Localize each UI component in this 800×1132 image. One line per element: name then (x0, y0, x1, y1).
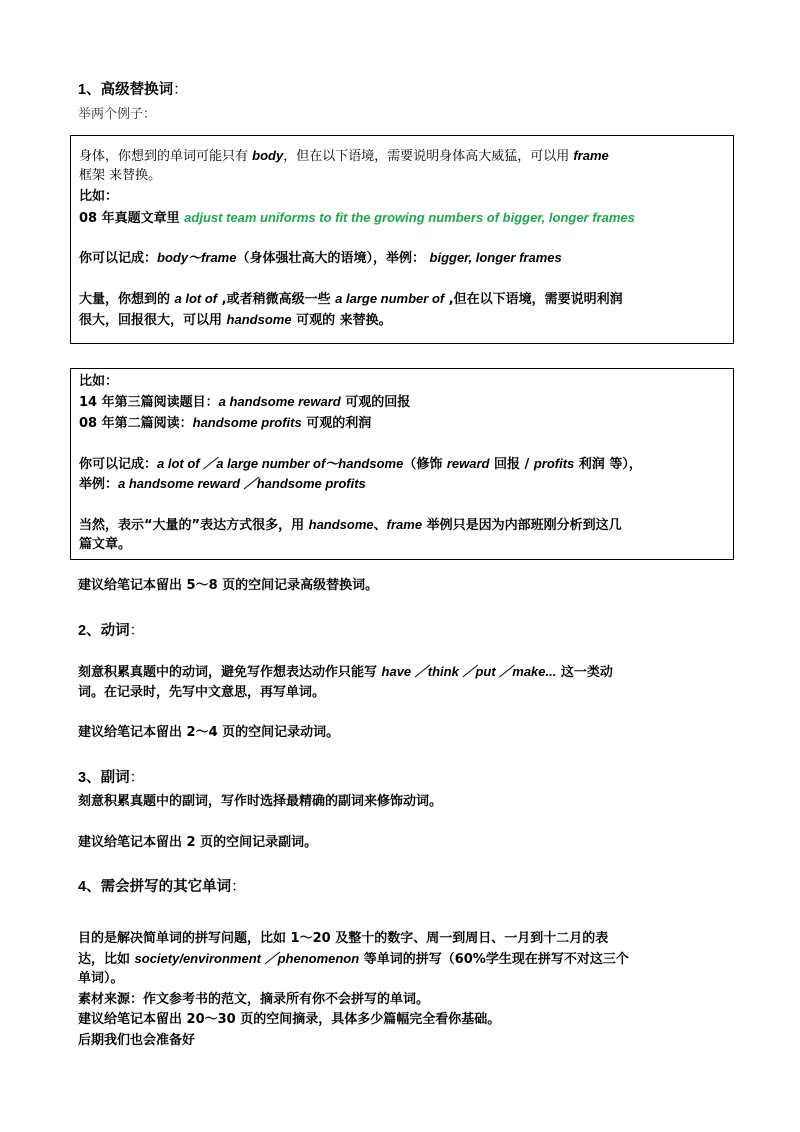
box1-text: 大量，你想到的 (79, 292, 175, 307)
section-4-line-6: 后期我们也会准备好 (78, 1033, 196, 1048)
box2-line-5 (79, 474, 366, 495)
section-4-line-1: 目的是解决简单词的拼写问题，比如 1～20 及整十的数字、周一到周日、一月到十二月的表 (78, 931, 609, 946)
section-2-title: 动词 (100, 623, 130, 639)
box1-line-7 (79, 310, 392, 331)
box1-phrase: a lot of (174, 291, 218, 306)
box2-text: 、 (373, 518, 387, 533)
section-2-heading (78, 621, 144, 641)
box2-line-4 (79, 454, 642, 475)
box2-text: 可观的利润 (301, 416, 372, 431)
box1-source-label: 08 年真题文章里 (79, 211, 185, 226)
section-4-line-5: 建议给笔记本留出 20～30 页的空间摘录，具体多少篇幅完全看你基础。 (78, 1012, 501, 1027)
box2-word: handsome (308, 517, 374, 532)
section-1-colon: ： (173, 82, 188, 98)
note-adverbs: 建议给笔记本留出 2 页的空间记录副词。 (78, 835, 318, 850)
section-2-verbs: have ／think ／put ／make... (381, 664, 557, 679)
section-2-colon: ： (129, 623, 145, 639)
box2-line-7: 篇文章。 (79, 537, 132, 552)
section-4-line-3: 单词）。 (78, 971, 124, 986)
box1-mapping: body～frame (157, 250, 237, 265)
box1-word-body: body (252, 148, 284, 163)
section-1-title: 高级替换词 (100, 82, 174, 98)
box2-text: 08 年第二篇阅读： (79, 416, 193, 431)
section-2-line-1 (78, 662, 613, 683)
section-4-text: 达，比如 (78, 952, 135, 967)
box2-text: 回报 / (489, 457, 534, 472)
section-4-colon: ： (231, 879, 246, 895)
section-1-heading (78, 80, 188, 100)
box1-text: 很大，回报很大，可以用 (79, 313, 227, 328)
section-2-number: 2、 (78, 623, 101, 639)
box1-word-frame: frame (573, 148, 609, 163)
section-3-colon: ： (129, 770, 145, 786)
note-verbs: 建议给笔记本留出 2～4 页的空间记录动词。 (78, 725, 340, 740)
section-4-number: 4、 (78, 879, 101, 895)
section-4-line-2 (78, 949, 629, 970)
example-box-1 (70, 135, 734, 344)
box1-text: （身体强壮高大的语境），举例： (236, 251, 430, 266)
section-4-title: 需会拼写的其它单词 (100, 879, 232, 895)
section-2-line-2: 词。在记录时，先写中文意思，再写单词。 (78, 685, 326, 700)
box1-text: ，但在以下语境，需要说明身体高大威猛，可以用 (283, 149, 574, 164)
section-4-text: 等单词的拼写（60%学生现在拼写不对这三个 (359, 952, 629, 967)
section-3-title: 副词 (100, 770, 130, 786)
box1-example: bigger, longer frames (429, 250, 562, 265)
section-4-heading (78, 877, 246, 897)
box1-line-5 (79, 248, 562, 269)
section-4-line-4: 素材来源：作文参考书的范文，摘录所有你不会拼写的单词。 (78, 992, 430, 1007)
section-2-text: 刻意积累真题中的动词，避免写作想表达动作只能写 (78, 665, 382, 680)
box2-text: 举例只是因为内部班刚分析到这几 (422, 518, 622, 533)
box1-word-handsome: handsome (226, 312, 292, 327)
example-box-2 (70, 368, 734, 560)
box2-line-2 (79, 392, 410, 413)
box1-text: 可观的 来替换。 (291, 313, 392, 328)
box1-line-4 (79, 208, 635, 229)
section-4-words: society/environment ／phenomenon (134, 951, 360, 966)
section-3-heading (78, 768, 144, 788)
note-replacement-words: 建议给笔记本留出 5～8 页的空间记录高级替换词。 (78, 578, 379, 593)
box2-text: 你可以记成： (79, 457, 158, 472)
box1-line-2: 框架 来替换。 (79, 168, 162, 183)
box2-word: reward (446, 456, 490, 471)
box1-line-6 (79, 289, 623, 310)
box2-line-1: 比如： (79, 374, 119, 389)
box2-text: 举例： (79, 477, 119, 492)
box2-line-3 (79, 413, 371, 434)
box2-text: 当然，表示“大量的”表达方式很多，用 (79, 518, 309, 533)
box2-word: profits (533, 456, 575, 471)
section-2-text: 这一类动 (556, 665, 613, 680)
box1-line-3: 比如： (79, 189, 119, 204)
box2-text: 可观的回报 (340, 395, 411, 410)
box2-word: frame (386, 517, 423, 532)
box2-text: （修饰 (403, 457, 447, 472)
box2-line-6 (79, 515, 622, 536)
section-1-number: 1、 (78, 82, 101, 98)
box2-phrase: a handsome reward (218, 394, 341, 409)
box1-line-1 (79, 146, 609, 167)
box1-text: ,但在以下语境，需要说明利润 (444, 292, 623, 307)
box2-text: 利润 等）， (574, 457, 642, 472)
box2-example: a handsome reward ／handsome profits (118, 476, 366, 491)
box2-mapping: a lot of ／a large number of～handsome (157, 456, 404, 471)
section-3-line-1: 刻意积累真题中的副词，写作时选择最精确的副词来修饰动词。 (78, 794, 443, 809)
box1-text: 你可以记成： (79, 251, 158, 266)
box1-quote: adjust team uniforms to fit the growing numbers of bigger, longer frames (184, 210, 635, 225)
box2-text: 14 年第三篇阅读题目： (79, 395, 219, 410)
section-3-number: 3、 (78, 770, 101, 786)
section-1-intro: 举两个例子： (78, 107, 157, 122)
box1-text: ,或者稍微高级一些 (217, 292, 336, 307)
box1-phrase: a large number of (335, 291, 445, 306)
box1-text: 身体，你想到的单词可能只有 (79, 149, 253, 164)
box2-phrase: handsome profits (192, 415, 302, 430)
